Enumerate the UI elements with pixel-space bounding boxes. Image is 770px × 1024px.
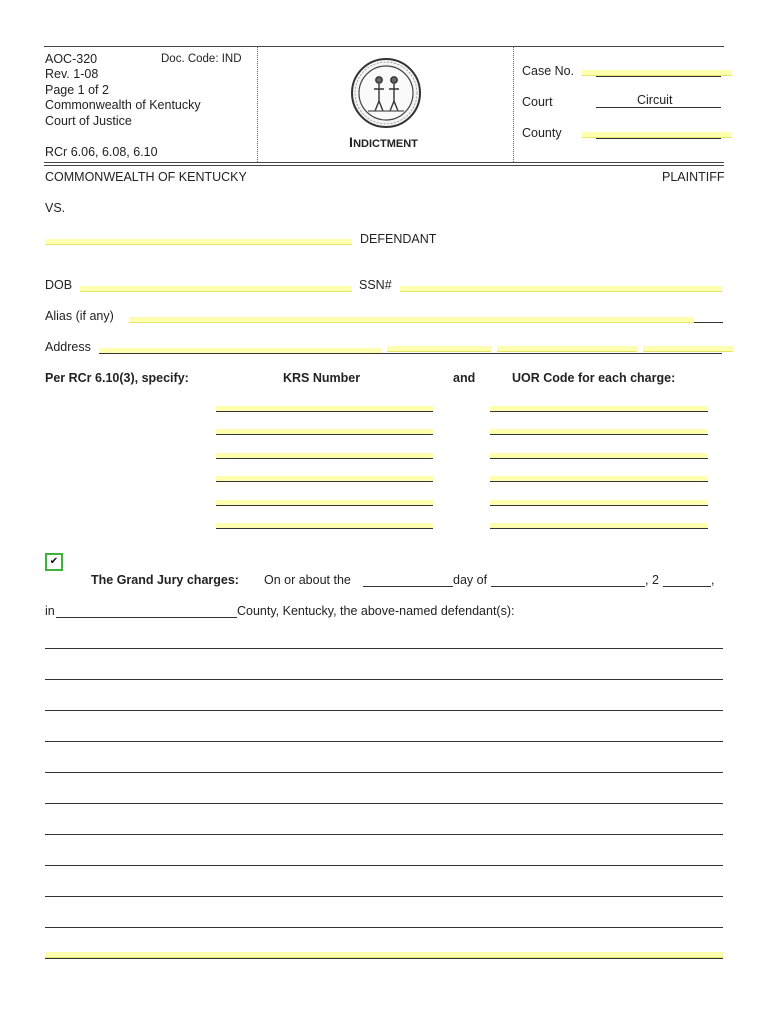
ssn-label: SSN# xyxy=(359,278,392,292)
commonwealth-label: Commonwealth of Kentucky xyxy=(45,98,201,112)
case-no-underline xyxy=(596,76,721,77)
uor-underline-6 xyxy=(490,528,708,529)
address-zip-field[interactable] xyxy=(643,346,733,352)
in-label: in xyxy=(45,604,55,618)
year-field[interactable] xyxy=(663,586,711,587)
uor-underline-4 xyxy=(490,481,708,482)
header-divider-left xyxy=(257,46,258,162)
title-rest: NDICTMENT xyxy=(353,138,418,150)
narrative-line-8[interactable] xyxy=(45,865,723,866)
uor-underline-3 xyxy=(490,458,708,459)
uor-underline-1 xyxy=(490,411,708,412)
month-field[interactable] xyxy=(491,586,645,587)
defendant-name-field[interactable] xyxy=(45,239,352,245)
top-rule xyxy=(44,46,724,47)
county-label: County xyxy=(522,126,562,140)
header-bottom-rule-1 xyxy=(44,162,724,163)
alias-field[interactable] xyxy=(129,317,694,323)
krs-number-header: KRS Number xyxy=(283,371,361,385)
form-revision: Rev. 1-08 xyxy=(45,67,99,81)
county-name-field[interactable] xyxy=(56,617,237,618)
county-underline xyxy=(596,138,721,139)
grand-jury-checkbox[interactable]: ✔ xyxy=(45,553,63,571)
narrative-underline-11 xyxy=(45,958,723,959)
narrative-line-9[interactable] xyxy=(45,896,723,897)
alias-label: Alias (if any) xyxy=(45,309,114,323)
day-field[interactable] xyxy=(363,586,453,587)
county-kentucky-text: County, Kentucky, the above-named defendant(s): xyxy=(237,604,515,618)
day-of-label: day of xyxy=(453,573,488,587)
doc-code: Doc. Code: IND xyxy=(161,53,242,65)
narrative-line-4[interactable] xyxy=(45,741,723,742)
defendant-label: DEFENDANT xyxy=(360,232,437,246)
krs-underline-3 xyxy=(216,458,433,459)
document-title xyxy=(349,134,418,150)
case-no-label: Case No. xyxy=(522,64,575,78)
court-label: Court xyxy=(522,95,553,109)
form-id: AOC-320 xyxy=(45,52,98,66)
narrative-line-6[interactable] xyxy=(45,803,723,804)
header-bottom-rule-2 xyxy=(44,165,724,166)
krs-underline-6 xyxy=(216,528,433,529)
krs-underline-2 xyxy=(216,434,433,435)
year-prefix: , 2 xyxy=(645,573,659,587)
narrative-line-10[interactable] xyxy=(45,927,723,928)
ssn-field[interactable] xyxy=(400,286,722,292)
kentucky-seal-icon xyxy=(350,57,422,129)
krs-underline-1 xyxy=(216,411,433,412)
krs-underline-4 xyxy=(216,481,433,482)
plaintiff-name: COMMONWEALTH OF KENTUCKY xyxy=(45,170,247,184)
narrative-line-7[interactable] xyxy=(45,834,723,835)
narrative-line-2[interactable] xyxy=(45,679,723,680)
header-divider-right xyxy=(513,46,514,162)
rules-reference: RCr 6.06, 6.08, 6.10 xyxy=(45,145,158,159)
court-value[interactable]: Circuit xyxy=(637,93,673,107)
address-label: Address xyxy=(45,340,91,354)
dob-label: DOB xyxy=(45,278,73,292)
address-underline xyxy=(99,353,722,354)
page-number: Page 1 of 2 xyxy=(45,83,109,97)
court-underline xyxy=(596,107,721,108)
on-or-about-label: On or about the xyxy=(264,573,351,587)
dob-field[interactable] xyxy=(80,286,352,292)
narrative-line-3[interactable] xyxy=(45,710,723,711)
address-state-field[interactable] xyxy=(497,346,637,352)
krs-underline-5 xyxy=(216,505,433,506)
address-city-field[interactable] xyxy=(387,346,491,352)
specify-label: Per RCr 6.10(3), specify: xyxy=(45,371,189,385)
narrative-line-5[interactable] xyxy=(45,772,723,773)
alias-underline-extension xyxy=(694,322,723,323)
uor-underline-2 xyxy=(490,434,708,435)
uor-underline-5 xyxy=(490,505,708,506)
plaintiff-label: PLAINTIFF xyxy=(662,170,725,184)
year-comma: , xyxy=(711,573,715,587)
title-initial: I xyxy=(349,134,354,150)
court-of-justice-label: Court of Justice xyxy=(45,114,132,128)
narrative-line-1[interactable] xyxy=(45,648,723,649)
and-label: and xyxy=(453,371,476,385)
vs-label: VS. xyxy=(45,201,66,215)
uor-code-header: UOR Code for each charge: xyxy=(512,371,676,385)
grand-jury-charges-label: The Grand Jury charges: xyxy=(91,573,239,587)
